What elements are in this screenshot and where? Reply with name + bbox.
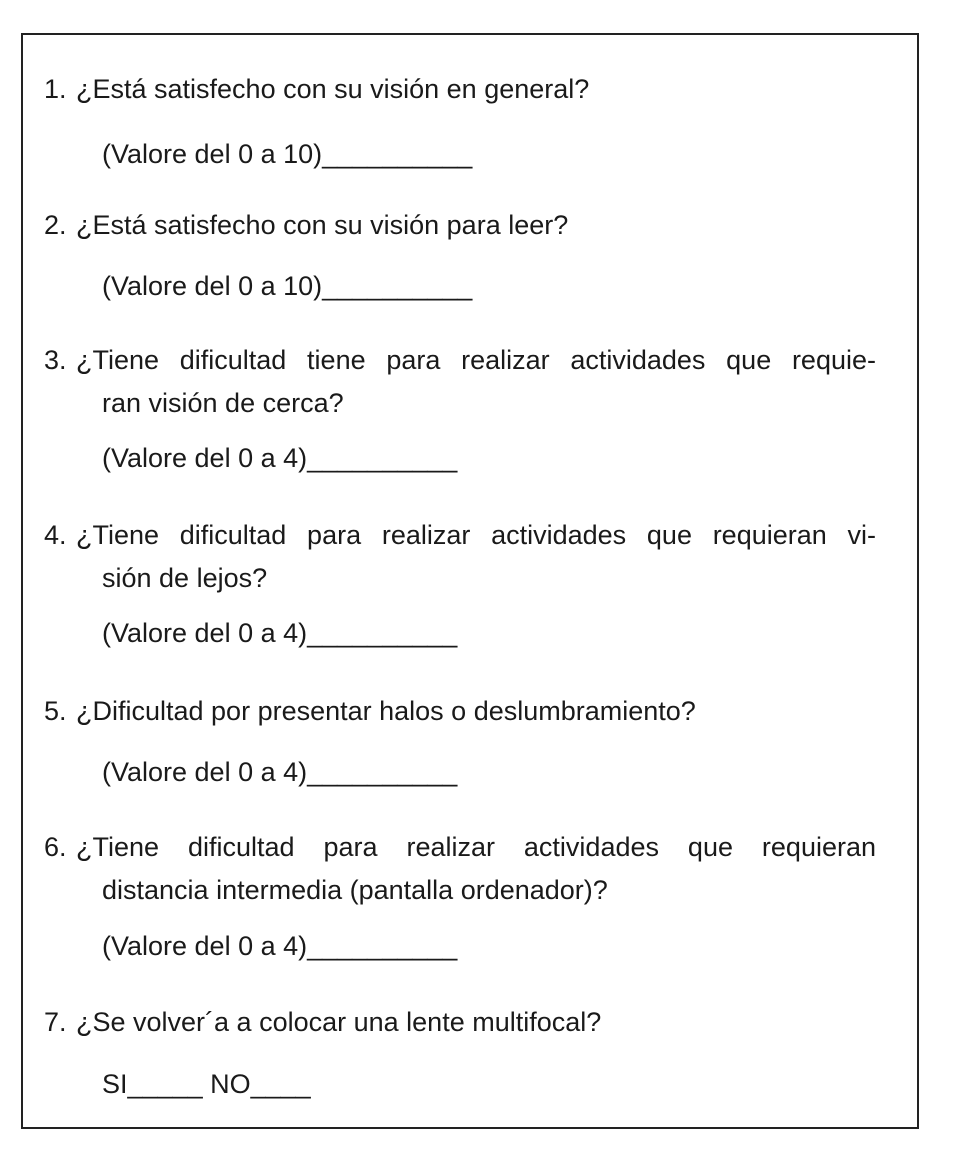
question-text: ¿Tiene dificultad tiene para realizar actividades que requie- (76, 345, 876, 375)
answer-field-6[interactable]: (Valore del 0 a 4)__________ (102, 931, 458, 961)
question-number: 4. (44, 520, 67, 550)
answer-field-7[interactable]: SI_____ NO____ (102, 1069, 311, 1099)
question-text-continued: distancia intermedia (pantalla ordenador)? (102, 875, 608, 905)
answer-field-2[interactable]: (Valore del 0 a 10)__________ (102, 271, 473, 301)
question-text-continued: sión de lejos? (102, 563, 268, 593)
question-number: 1. (44, 74, 67, 104)
question-number: 6. (44, 832, 67, 862)
question-text: ¿Tiene dificultad para realizar actividades que requieran vi- (76, 520, 876, 550)
answer-field-4[interactable]: (Valore del 0 a 4)__________ (102, 618, 458, 648)
question-number: 5. (44, 696, 67, 726)
question-text-continued: ran visión de cerca? (102, 388, 344, 418)
question-text: ¿Está satisfecho con su visión en general? (76, 74, 590, 104)
answer-field-3[interactable]: (Valore del 0 a 4)__________ (102, 443, 458, 473)
question-text: ¿Se volver´a a colocar una lente multifocal? (76, 1007, 602, 1037)
answer-field-5[interactable]: (Valore del 0 a 4)__________ (102, 757, 458, 787)
question-number: 2. (44, 210, 67, 240)
question-text: ¿Tiene dificultad para realizar actividades que requieran (76, 832, 876, 862)
question-number: 3. (44, 345, 67, 375)
question-text: ¿Está satisfecho con su visión para leer? (76, 210, 569, 240)
question-text: ¿Dificultad por presentar halos o deslumbramiento? (76, 696, 696, 726)
answer-field-1[interactable]: (Valore del 0 a 10)__________ (102, 139, 473, 169)
question-number: 7. (44, 1007, 67, 1037)
